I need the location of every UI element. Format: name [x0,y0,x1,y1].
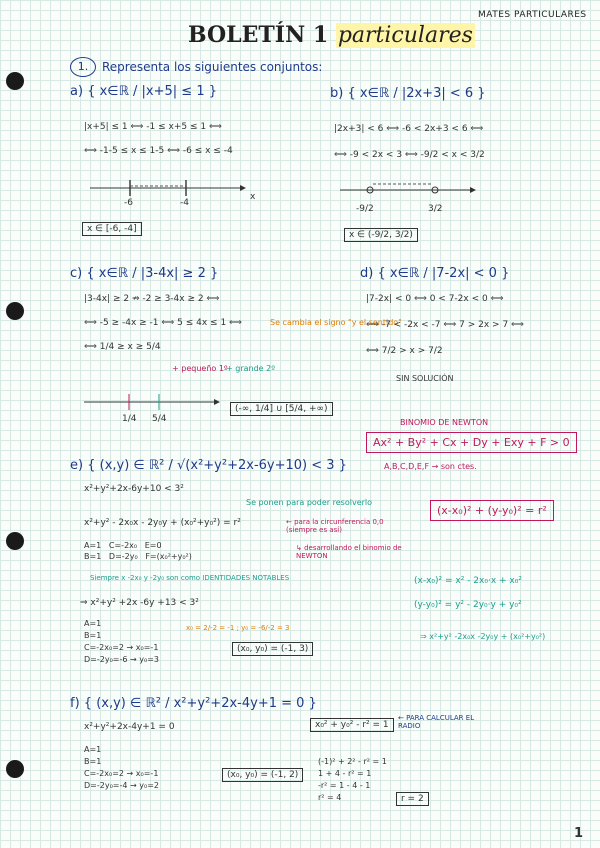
f-label: f) { (x,y) ∈ ℝ² / x²+y²+2x-4y+1 = 0 } [70,696,317,711]
c-tick: 5/4 [152,414,167,424]
d-step1: |7-2x| < 0 ⟺ 0 < 7-2x < 0 ⟺ [366,294,504,304]
a-tick: -4 [180,198,189,208]
e-note-newton: ↳ desarrollando el binomio de NEWTON [296,544,402,560]
f-radius: r = 2 [396,792,429,806]
c-step2: ⟺ -5 ≥ -4x ≥ -1 ⟺ 5 ≤ 4x ≤ 1 ⟺ [84,318,242,328]
e-note-circle: ← para la circunferencia 0,0 (siempre es así) [286,518,384,534]
e-label: e) { (x,y) ∈ ℝ² / √(x²+y²+2x-6y+10) < 3 } [70,458,347,473]
b-tick: -9/2 [356,204,374,214]
c-set: { x∈ℝ / |3-4x| ≥ 2 } [86,266,219,281]
a-step2: ⟺ -1-5 ≤ x ≤ 1-5 ⟺ -6 ≤ x ≤ -4 [84,146,233,156]
a-result: x ∈ [-6, -4] [82,222,142,236]
a-set: { x∈ℝ / |x+5| ≤ 1 } [87,84,217,99]
binder-hole [6,760,24,778]
c-big: + grande 2º [226,364,275,373]
c-small: + pequeño 1º [172,364,228,373]
e-result: (x₀, y₀) = (-1, 3) [232,642,313,656]
b-tick: 3/2 [428,204,443,214]
c-label: c) { x∈ℝ / |3-4x| ≥ 2 } [70,266,219,281]
e-expand3: ⇒ x²+y² -2x₀x -2y₀y + (x₀²+y₀²) [420,632,546,641]
e-set: { (x,y) ∈ ℝ² / √(x²+y²+2x-6y+10) < 3 } [87,458,347,473]
f-center: (x₀, y₀) = (-1, 2) [222,768,303,782]
b-step2: ⟺ -9 < 2x < 3 ⟺ -9/2 < x < 3/2 [334,150,485,160]
e-note-top: Se ponen para poder resolverlo [246,498,373,507]
c-tick: 1/4 [122,414,137,424]
e-step2: ⇒ x²+y² +2x -6y +13 < 3² [80,598,199,608]
c-result: (-∞, 1/4] ∪ [5/4, +∞) [230,402,333,416]
f-radius-note: ← PARA CALCULAR EL RADIO [398,714,475,730]
f-set: { (x,y) ∈ ℝ² / x²+y²+2x-4y+1 = 0 } [83,696,317,711]
a-step1: |x+5| ≤ 1 ⟺ -1 ≤ x+5 ≤ 1 ⟺ [84,122,222,132]
binder-hole [6,302,24,320]
title-script: particulares [337,23,473,48]
a-axis-label: x [250,192,256,202]
title-bold: BOLETÍN 1 [188,22,329,48]
c-note: Se cambia el signo "y el sentido" [270,318,402,327]
b-step1: |2x+3| < 6 ⟺ -6 < 2x+3 < 6 ⟺ [334,124,484,134]
a-tick: -6 [124,198,133,208]
binder-hole [6,532,24,550]
header-note: MATES PARTICULARES [478,10,587,20]
f-step1: x²+y²+2x-4y+1 = 0 [84,722,175,732]
e-aside: x₀ = 2/-2 = -1 ; y₀ = -6/-2 = 3 [186,624,290,632]
c-step1: |3-4x| ≥ 2 ⇏ -2 ≥ 3-4x ≥ 2 ⟺ [84,294,220,304]
e-expand2: (y-y₀)² = y² - 2y₀·y + y₀² [414,600,522,610]
page-number: 1 [574,826,584,841]
exercise-instruction: Representa los siguientes conjuntos: [102,60,323,74]
e-coefs: A=1 C=-2x₀ E=0 B=1 D=-2y₀ F=(x₀²+y₀²) [84,541,192,561]
f-solve: A=1 B=1 C=-2x₀=2 → x₀=-1 D=-2y₀=-4 → y₀=2 [84,745,159,790]
d-step3: ⟺ 7/2 > x > 7/2 [366,346,443,356]
b-set: { x∈ℝ / |2x+3| < 6 } [347,86,486,101]
d-result: SIN SOLUCIÓN [396,374,454,383]
page-title [188,22,475,48]
a-label: a) { x∈ℝ / |x+5| ≤ 1 } [70,84,217,99]
binder-hole [6,72,24,90]
e-identities: Siempre x -2x₀ y -2y₀ son como IDENTIDADES NOTABLES [90,574,290,582]
d-label: d) { x∈ℝ / |7-2x| < 0 } [360,266,510,281]
e-solve: A=1 B=1 C=-2x₀=2 → x₀=-1 D=-2y₀=-6 → y₀=3 [84,619,159,664]
e-step1: x²+y²+2x-6y+10 < 3² [84,484,184,494]
f-radius-formula: x₀² + y₀² - r² = 1 [310,718,394,732]
b-label: b) { x∈ℝ / |2x+3| < 6 } [330,86,486,101]
e-expand1: (x-x₀)² = x² - 2x₀·x + x₀² [414,576,522,586]
newton-formula: Ax² + By² + Cx + Dy + Exy + F > 0 [366,432,577,453]
d-step2: ⟺ -7 < -2x < -7 ⟺ 7 > 2x > 7 ⟺ [366,320,524,330]
newton-note: A,B,C,D,E,F → son ctes. [384,462,477,471]
f-radius-steps: (-1)² + 2² - r² = 1 1 + 4 - r² = 1 -r² = 1 - 4 - 1 r² = 4 [318,757,387,802]
b-result: x ∈ (-9/2, 3/2) [344,228,418,242]
d-set: { x∈ℝ / |7-2x| < 0 } [377,266,510,281]
exercise-number: 1. [70,57,96,77]
a-number-line [90,172,260,212]
e-eq: x²+y² - 2x₀x - 2y₀y + (x₀²+y₀²) = r² [84,518,241,528]
e-circle-eq: (x-x₀)² + (y-y₀)² = r² [430,500,554,521]
c-step3: ⟺ 1/4 ≥ x ≥ 5/4 [84,342,161,352]
newton-heading: BINOMIO DE NEWTON [400,418,489,427]
